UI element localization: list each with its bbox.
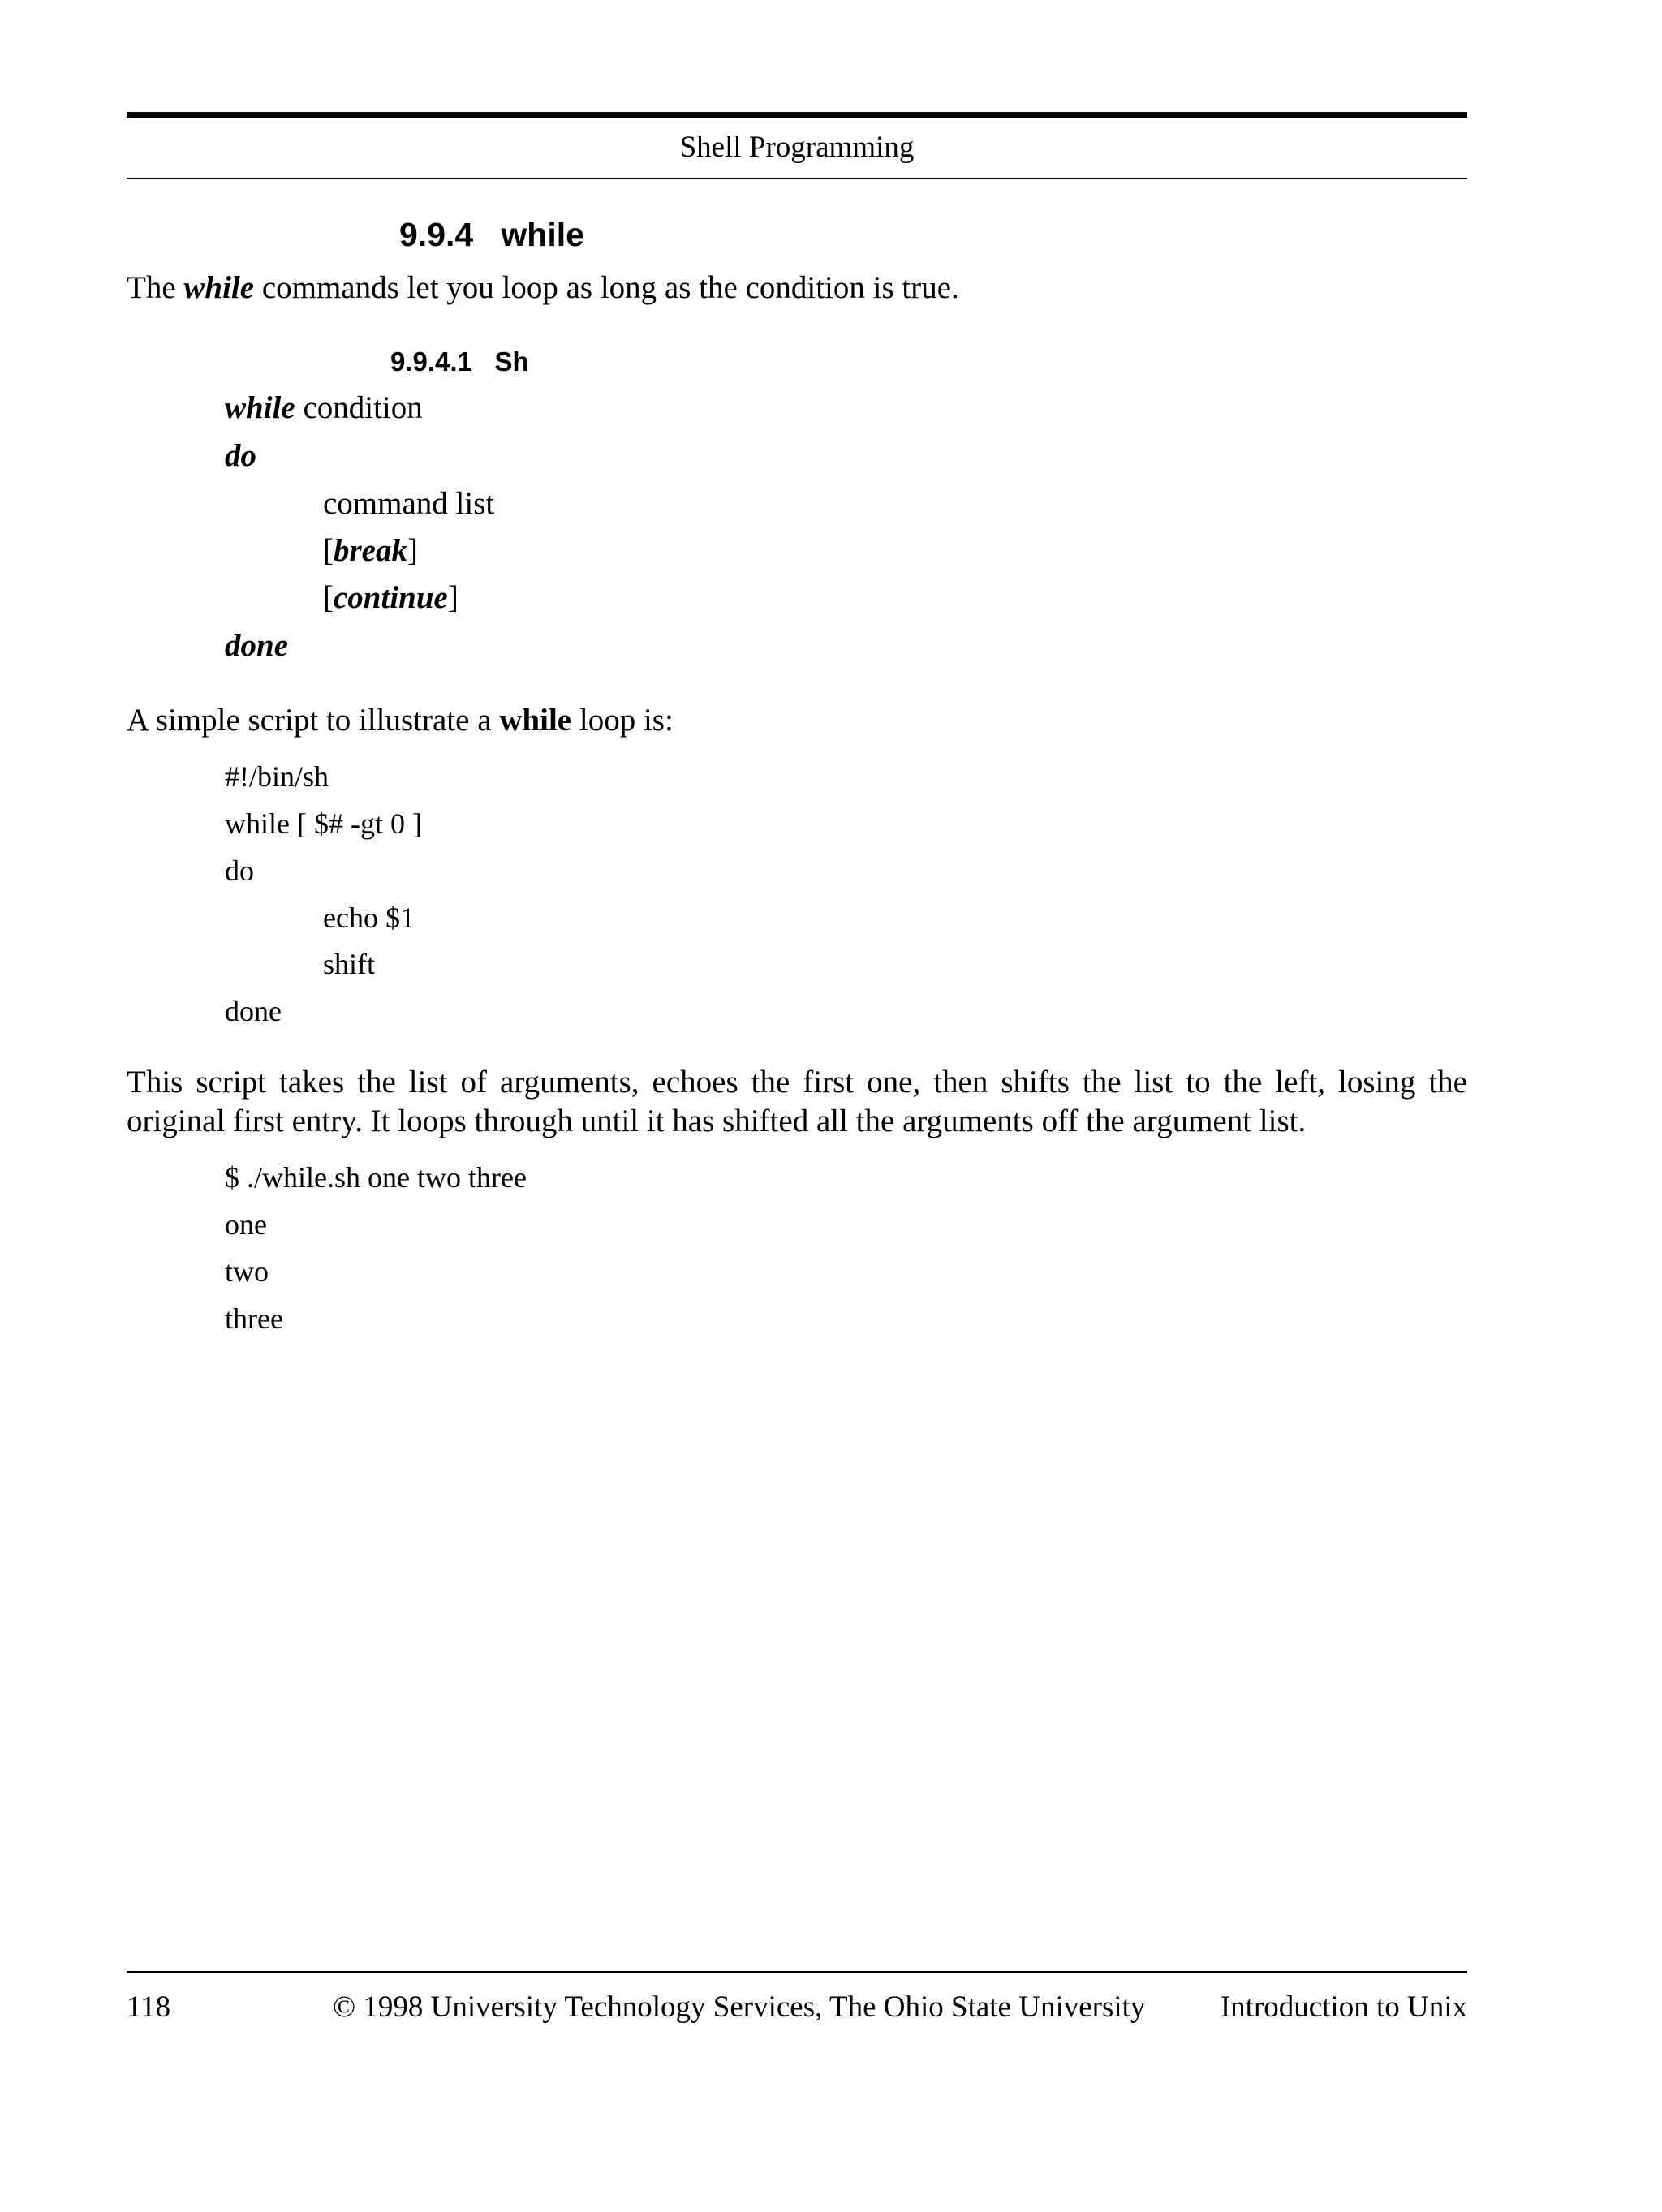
syntax-command-list: command list [323,486,495,521]
section-title: while [501,216,584,253]
example-intro-keyword: while [499,703,572,738]
continue-close-bracket: ] [447,580,459,615]
syntax-condition: condition [295,390,423,425]
subsection-heading [390,344,529,380]
subsection-title: Sh [494,346,529,377]
example-intro-post: loop is: [571,703,674,738]
run-output-two: two [225,1255,269,1288]
syntax-while-keyword: while [225,390,295,425]
syntax-continue-keyword: continue [334,580,448,615]
script-line-shebang: #!/bin/sh [225,760,329,793]
break-close-bracket: ] [407,533,418,568]
continue-open-bracket: [ [323,580,334,615]
section-number: 9.9.4 [399,216,474,253]
example-intro-pre: A simple script to illustrate a [127,703,500,738]
example-intro-paragraph [127,700,674,740]
running-header: Shell Programming [679,131,915,164]
script-line-do: do [225,854,254,887]
intro-keyword: while [183,270,255,305]
explanation-paragraph: This script takes the list of arguments, echoes the first one, then shifts the list to the left, losing the original first entry. It loops through until it has shifted all the arguments off the argument list. [127,1065,1467,1138]
syntax-do-keyword: do [225,438,256,473]
run-output-one: one [225,1208,267,1241]
script-line-shift: shift [323,948,376,980]
footer-page-number: 118 [127,1990,171,2024]
subsection-number: 9.9.4.1 [390,346,472,377]
syntax-done-keyword: done [225,628,288,663]
section-heading [399,213,584,256]
header-top-rule [127,112,1467,118]
syntax-continue-line [323,578,459,618]
footer-book-title: Introduction to Unix [1220,1990,1467,2024]
footer-rule [127,1971,1467,1973]
script-line-while: while [ $# -gt 0 ] [225,807,422,840]
syntax-break-keyword: break [334,533,407,568]
run-output-three: three [225,1302,283,1335]
break-open-bracket: [ [323,533,334,568]
run-command: $ ./while.sh one two three [225,1161,527,1194]
footer-copyright: © 1998 University Technology Services, The Ohio State University [333,1990,1146,2024]
script-line-done: done [225,995,282,1027]
intro-paragraph [127,268,959,308]
intro-pre: The [127,270,184,305]
intro-post: commands let you loop as long as the condition is true. [254,270,959,305]
header-bottom-rule [127,178,1467,179]
syntax-break-line [323,531,418,570]
syntax-line-while [225,388,423,428]
script-line-echo: echo $1 [323,902,415,934]
